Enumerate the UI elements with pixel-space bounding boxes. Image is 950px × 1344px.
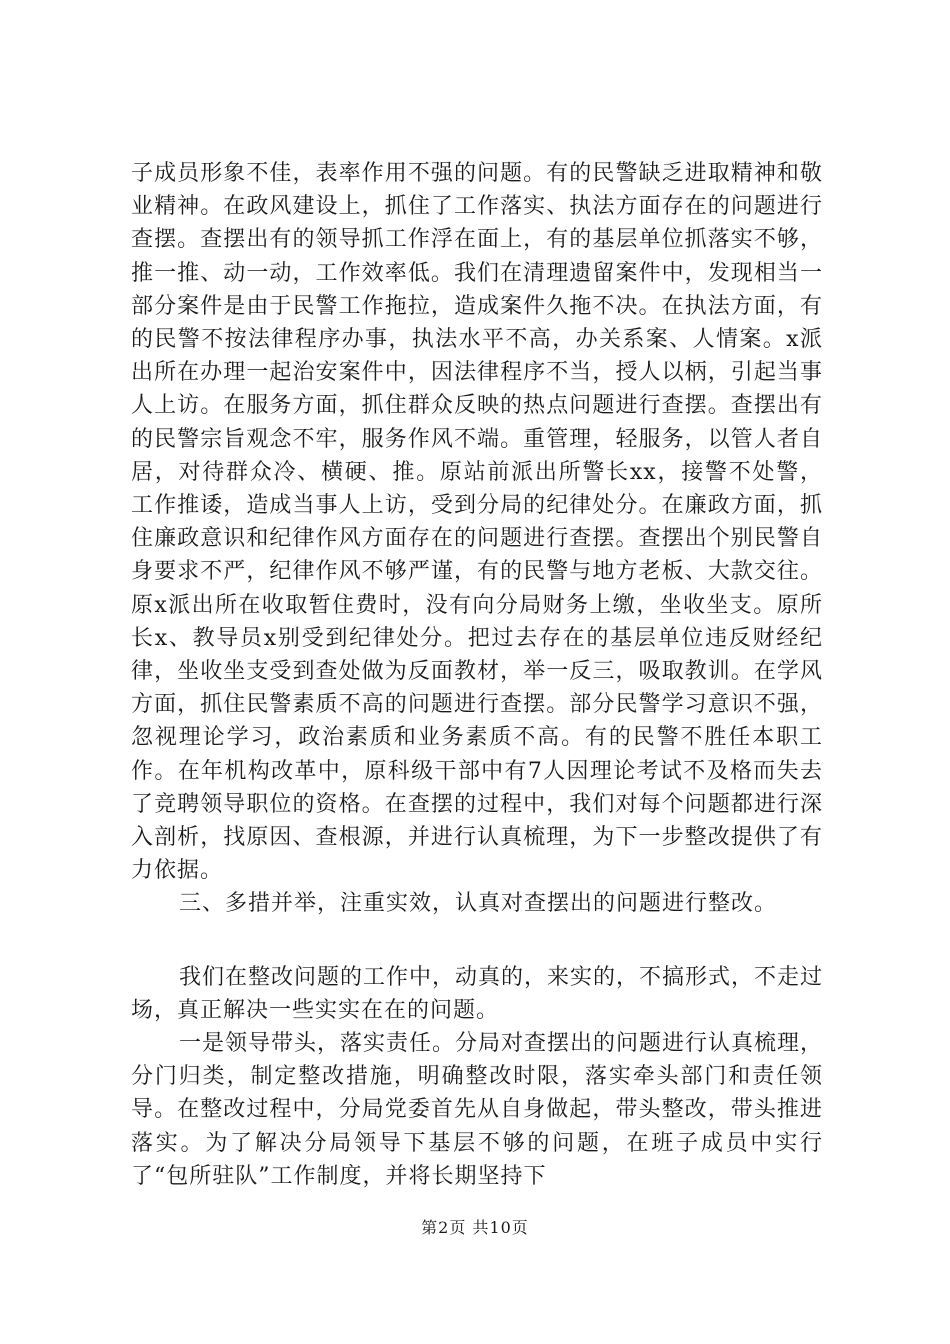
section-heading-3: 三、多措并举，注重实效，认真对查摆出的问题进行整改。 (179, 891, 778, 917)
document-body (131, 157, 823, 1193)
paragraph-intro: 我们在整改问题的工作中，动真的，来实的，不搞形式，不走过场，真正解决一些实实在在的问题。 (131, 964, 824, 1023)
page-footer: 第2页 共10页 (421, 1218, 529, 1237)
paragraph-continuation: 子成员形象不佳，表率作用不强的问题。有的民警缺乏进取精神和敬业精神。在政风建设上，抓住了工作落实、执法方面存在的问题进行查摆。查摆出有的领导抓工作浮在面上，有的基层单位抓落实不够，推一推、动一动，工作效率低。我们在清理遗留案件中，发现相当一部分案件是由于民警工作拖拉，造成案件久拖不决。在执法方面，有的民警不按法律程序办事，执法水平不高，办关系案、人情案。x派出所在办理一起治安案件中，因法律程序不当，授人以柄，引起当事人上访。在服务方面，抓住群众反映的热点问题进行查摆。查摆出有的民警宗旨观念不牢，服务作风不端。重管理，轻服务，以管人者自居，对待群众冷、横硬、推。原站前派出所警长xx，接警不处警，工作推诿，造成当事人上访，受到分局的纪律处分。在廉政方面，抓住廉政意识和纪律作风方面存在的问题进行查摆。查摆出个别民警自身要求不严，纪律作风不够严谨，有的民警与地方老板、大款交往。原x派出所在收取暂住费时，没有向分局财务上缴，坐收坐支。原所长x、教导员x别受到纪律处分。把过去存在的基层单位违反财经纪律，坐收坐支受到查处做为反面教材，举一反三，吸取教训。在学风方面，抓住民警素质不高的问题进行查摆。部分民警学习意识不强，忽视理论学习，政治素质和业务素质不高。有的民警不胜任本职工作。在年机构改革中，原科级干部中有7人因理论考试不及格而失去了竞聘领导职位的资格。在查摆的过程中，我们对每个问题都进行深入剖析，找原因、查根源，并进行认真梳理，为下一步整改提供了有力依据。 (131, 161, 823, 884)
paragraph-spacer (131, 921, 823, 961)
paragraph-point-1: 一是领导带头，落实责任。分局对查摆出的问题进行认真梳理，分门归类，制定整改措施，明确整改时限，落实牵头部门和责任领导。在整改过程中，分局党委首先从自身做起，带头整改，带头推进落实。为了解决分局领导下基层不够的问题，在班子成员中实行了“包所驻队”工作制度，并将长期坚持下 (131, 1031, 824, 1189)
